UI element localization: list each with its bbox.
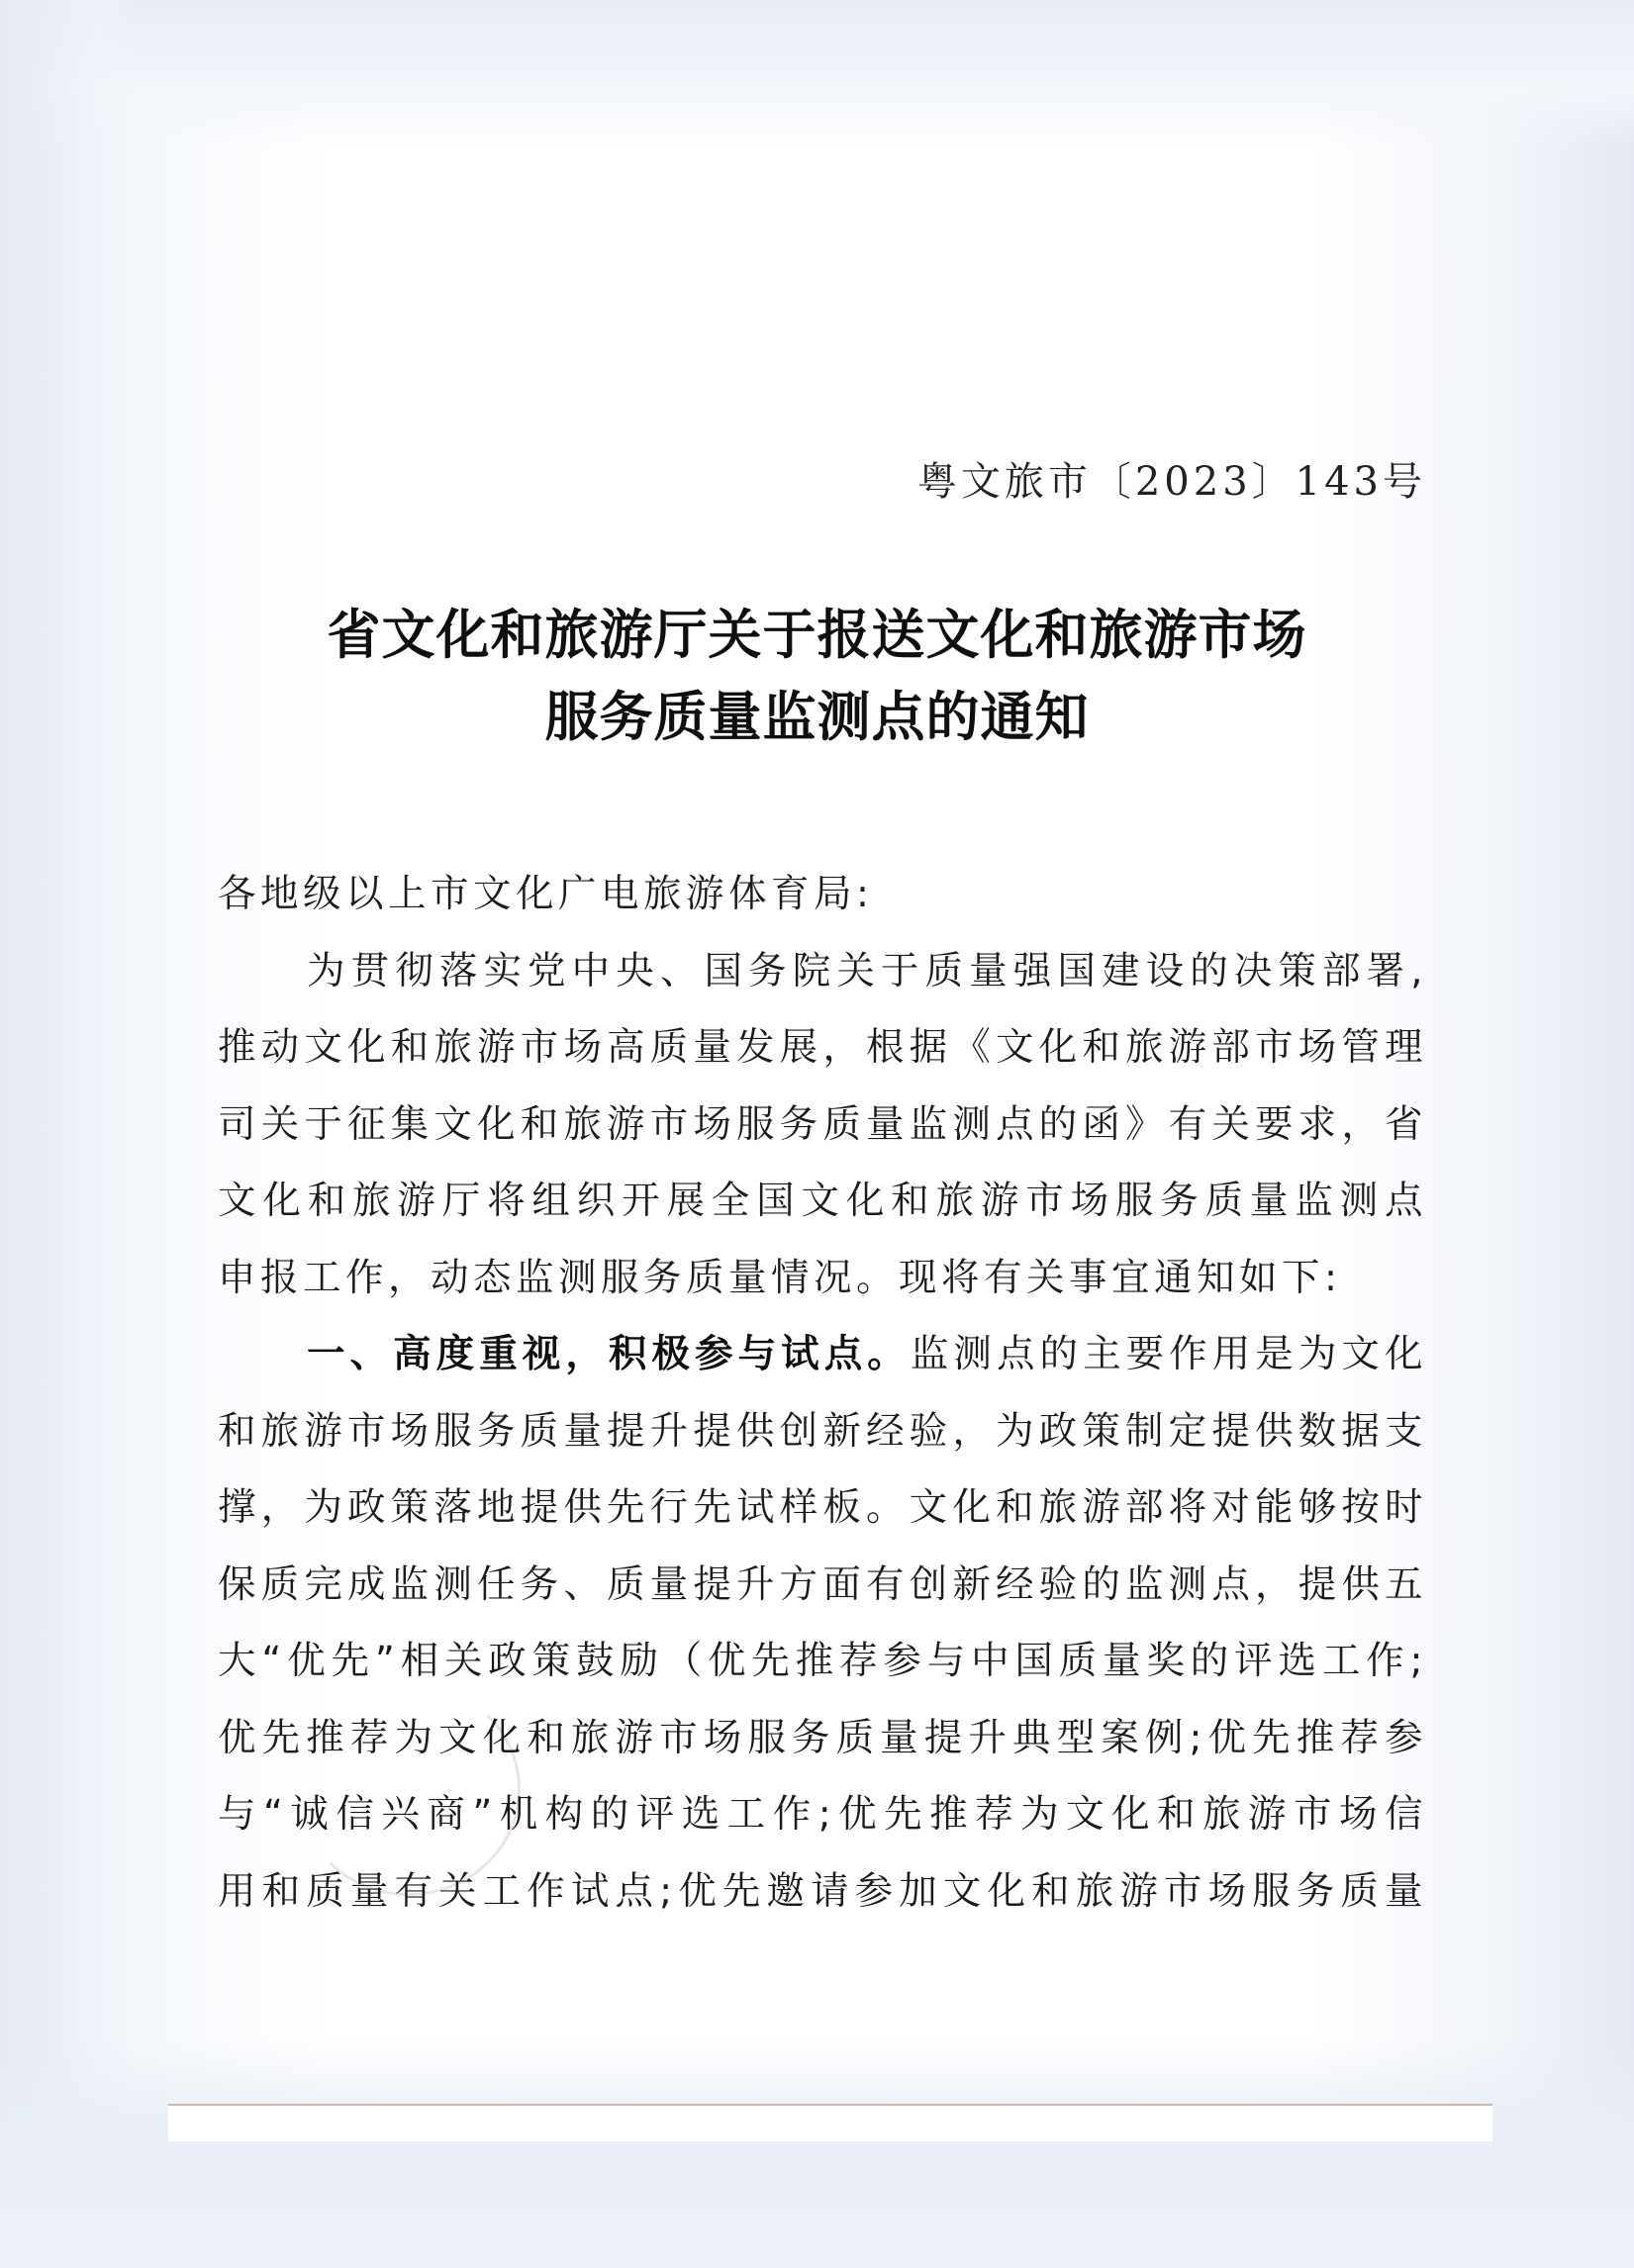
section-1-line: 与“诚信兴商”机构的评选工作;优先推荐为文化和旅游市场信 bbox=[218, 1792, 1427, 1837]
section-1-heading: 一、高度重视，积极参与试点。 bbox=[307, 1332, 911, 1376]
section-1-line: 和旅游市场服务质量提升提供创新经验，为政策制定提供数据支 bbox=[218, 1408, 1427, 1454]
section-1-line: 用和质量有关工作试点;优先邀请参加文化和旅游市场服务质量 bbox=[218, 1868, 1427, 1914]
document-number: 粤文旅市〔2023〕143号 bbox=[916, 459, 1426, 505]
section-1-line: 大“优先”相关政策鼓励（优先推荐参与中国质量奖的评选工作; bbox=[218, 1639, 1427, 1683]
paragraph-1-line: 为贯彻落实党中央、国务院关于质量强国建设的决策部署, bbox=[307, 948, 1427, 993]
document-title bbox=[0, 594, 1634, 758]
paragraph-1-line: 推动文化和旅游市场高质量发展，根据《文化和旅游部市场管理 bbox=[218, 1025, 1427, 1070]
paragraph-1-line: 司关于征集文化和旅游市场服务质量监测点的函》有关要求，省 bbox=[218, 1101, 1427, 1147]
section-1-first-line-text: 监测点的主要作用是为文化 bbox=[910, 1332, 1427, 1376]
section-1-line: 撑，为政策落地提供先行先试样板。文化和旅游部将对能够按时 bbox=[218, 1485, 1427, 1530]
document-body bbox=[218, 856, 1427, 1930]
title-line-1: 省文化和旅游厅关于报送文化和旅游市场 bbox=[327, 604, 1307, 666]
addressee: 各地级以上市文化广电旅游体育局: bbox=[218, 872, 874, 916]
paragraph-1-line: 申报工作，动态监测服务质量情况。现将有关事宜通知如下: bbox=[218, 1255, 1342, 1300]
paragraph-1-line: 文化和旅游厅将组织开展全国文化和旅游市场服务质量监测点 bbox=[218, 1179, 1427, 1223]
title-line-2: 服务质量监测点的通知 bbox=[544, 686, 1090, 748]
section-1-first-line bbox=[218, 1316, 1427, 1393]
section-1-line: 保质完成监测任务、质量提升方面有创新经验的监测点，提供五 bbox=[218, 1561, 1427, 1607]
section-1-line: 优先推荐为文化和旅游市场服务质量提升典型案例;优先推荐参 bbox=[218, 1715, 1427, 1760]
